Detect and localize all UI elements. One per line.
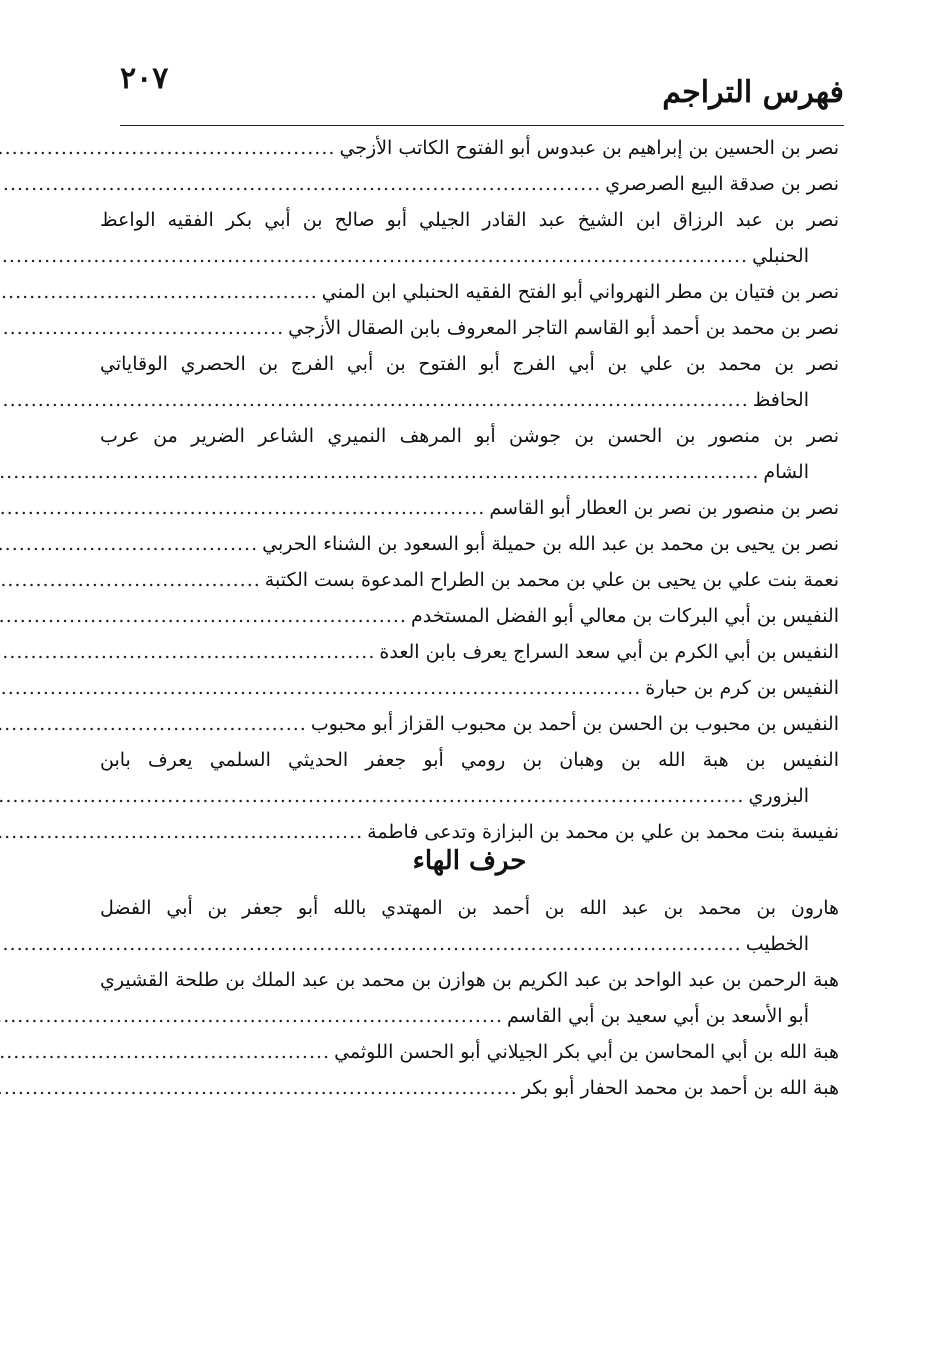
leader-dots [0,130,335,166]
leader-dots [0,778,744,814]
index-entry-continuation [100,778,839,814]
index-entry [100,166,839,202]
index-entry [100,310,839,346]
entry-name: النفيس بن هبة الله بن وهبان بن رومي أبو جعفر الحديثي السلمي يعرف بابن [100,749,839,771]
index-entry [100,634,839,670]
leader-dots [0,670,641,706]
index-entry-continuation [100,998,839,1034]
index-entry [100,890,839,926]
index-entry [100,202,839,238]
entry-name: نصر بن منصور بن نصر بن العطار أبو القاسم [489,497,839,519]
index-entry [100,526,839,562]
leader-dots [0,706,307,742]
leader-dots [0,1034,330,1070]
entry-name: نعمة بنت علي بن يحيى بن علي بن محمد بن الطراح المدعوة بست الكتبة [264,569,839,591]
entry-name: النفيس بن محبوب بن الحسن بن أحمد بن محبوب القزاز أبو محبوب [310,713,839,735]
entry-name: نصر بن صدقة البيع الصرصري [605,173,839,195]
leader-dots [0,382,749,418]
entry-name: الشام [763,461,809,483]
index-entry [100,814,839,850]
index-entry [100,1034,839,1070]
entry-name: هبة الله بن أحمد بن محمد الحفار أبو بكر [521,1077,839,1099]
leader-dots [0,598,407,634]
index-entry [100,490,839,526]
entry-name: النفيس بن أبي البركات بن معالي أبو الفضل المستخدم [410,605,839,627]
index-entry [100,598,839,634]
entry-name: نصر بن عبد الرزاق ابن الشيخ عبد القادر الجيلي أبو صالح بن أبي بكر الفقيه الواعظ [100,209,839,231]
entry-name: نصر بن يحيى بن محمد بن عبد الله بن حميلة أبو السعود بن الشناء الحربي [262,533,839,555]
index-entry [100,1070,839,1106]
page-header [120,55,844,126]
index-entry [100,962,839,998]
entry-name: نصر بن فتيان بن مطر النهرواني أبو الفتح الفقيه الحنبلي ابن المني [321,281,839,303]
leader-dots [0,998,503,1034]
entry-name: نصر بن منصور بن الحسن بن جوشن أبو المرهف النميري الشاعر الضرير من عرب [100,425,839,447]
entry-name: نصر بن محمد بن علي بن أبي الفرج أبو الفتوح بن أبي الفرج بن الحصري الوقاياتي [100,353,839,375]
index-entry [100,670,839,706]
leader-dots [0,310,284,346]
leader-dots [0,490,485,526]
entry-name: أبو الأسعد بن أبي سعيد بن أبي القاسم [507,1005,809,1027]
leader-dots [0,454,759,490]
entry-name: النفيس بن كرم بن حبارة [645,677,839,699]
leader-dots [0,274,318,310]
entry-name: نفيسة بنت محمد بن علي بن محمد بن البزازة وتدعى فاطمة [367,821,839,843]
leader-dots [0,814,363,850]
index-entry [100,130,839,166]
entry-name: هبة الرحمن بن عبد الواحد بن عبد الكريم بن هوازن بن محمد بن عبد الملك بن طلحة القشيري [100,969,839,991]
entry-name: الحنبلي [752,245,809,267]
page-number: ٢٠٧ [120,61,169,96]
leader-dots [0,526,258,562]
index-entry-continuation [100,454,839,490]
running-title: فهرس التراجم [662,75,844,110]
index-entry [100,742,839,778]
leader-dots [0,926,742,962]
index-entry-continuation [100,926,839,962]
index-entry [100,706,839,742]
leader-dots [0,634,375,670]
index-entry-continuation [100,382,839,418]
entry-name: نصر بن محمد بن أحمد أبو القاسم التاجر المعروف بابن الصقال الأزجي [288,317,839,339]
entry-name: هبة الله بن أبي المحاسن بن أبي بكر الجيلاني أبو الحسن اللوثمي [334,1041,839,1063]
index-entry-continuation [100,238,839,274]
entry-name: الحافظ [752,389,809,411]
entry-name: الخطيب [745,933,809,955]
leader-dots [0,562,261,598]
entry-name: النفيس بن أبي الكرم بن أبي سعد السراج يعرف بابن العدة [379,641,839,663]
section-heading: حرف الهاء [412,846,527,876]
index-entry [100,274,839,310]
index-entry [100,346,839,382]
entry-name: نصر بن الحسين بن إبراهيم بن عبدوس أبو الفتوح الكاتب الأزجي [339,137,839,159]
entry-name: البزوري [748,785,809,807]
index-entry [100,562,839,598]
leader-dots [0,238,748,274]
entry-name: هارون بن محمد بن عبد الله بن أحمد بن المهتدي بالله أبو جعفر بن أبي الفضل [100,897,839,919]
leader-dots [0,166,601,202]
index-entry [100,418,839,454]
leader-dots [0,1070,518,1106]
